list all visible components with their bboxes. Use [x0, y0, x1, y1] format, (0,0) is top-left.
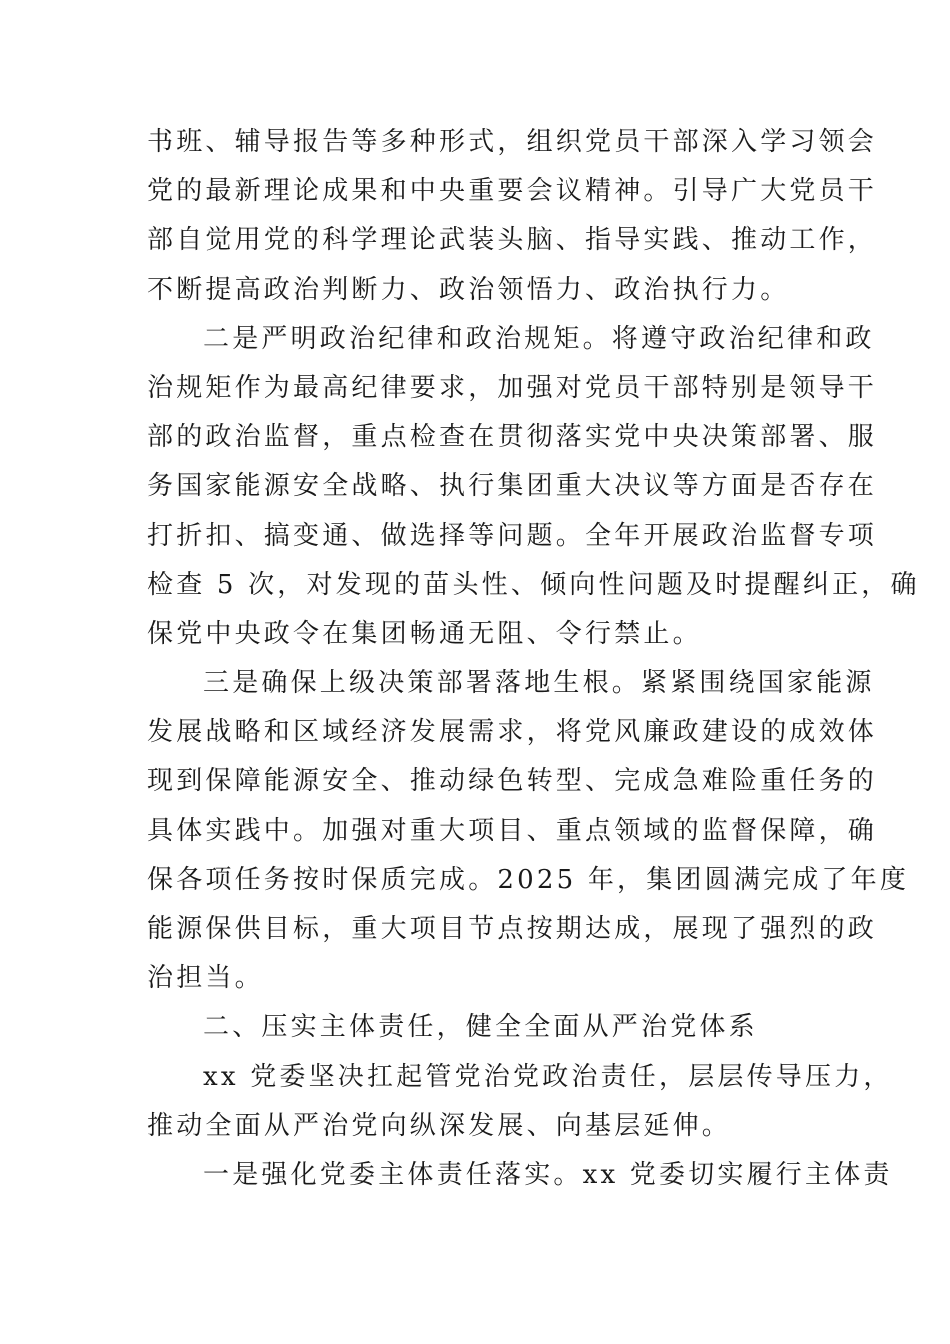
text-line: 务国家能源安全战略、执行集团重大决议等方面是否存在 — [147, 471, 878, 502]
text-line: 不断提高政治判断力、政治领悟力、政治执行力。 — [147, 274, 790, 305]
text-line: 二是严明政治纪律和政治规矩。将遵守政治纪律和政 — [203, 323, 875, 354]
text-line: 保各项任务按时保质完成。2025 年，集团圆满完成了年度 — [147, 864, 910, 895]
text-line: 保党中央政令在集团畅通无阻、令行禁止。 — [147, 618, 702, 649]
text-line: 部自觉用党的科学理论武装头脑、指导实践、推动工作， — [147, 225, 878, 256]
text-line: 能源保供目标，重大项目节点按期达成，展现了强烈的政 — [147, 914, 878, 944]
text-line: 治规矩作为最高纪律要求，加强对党员干部特别是领导干 — [147, 372, 878, 403]
text-line: 党的最新理论成果和中央重要会议精神。引导广大党员干 — [147, 176, 878, 207]
text-line: 推动全面从严治党向纵深发展、向基层延伸。 — [147, 1110, 732, 1141]
text-line: 检查 5 次，对发现的苗头性、倾向性问题及时提醒纠正，确 — [147, 569, 920, 600]
text-line: 发展战略和区域经济发展需求，将党风廉政建设的成效体 — [147, 717, 878, 748]
text-line: 一是强化党委主体责任落实。xx 党委切实履行主体责 — [203, 1159, 893, 1190]
text-line: 三是确保上级决策部署落地生根。紧紧围绕国家能源 — [203, 668, 875, 699]
text-line: 书班、辅导报告等多种形式，组织党员干部深入学习领会 — [147, 127, 878, 157]
text-line: 具体实践中。加强对重大项目、重点领域的监督保障，确 — [147, 815, 878, 846]
text-line: 打折扣、搞变通、做选择等问题。全年开展政治监督专项 — [147, 520, 878, 551]
text-line: 治担当。 — [147, 963, 264, 994]
text-line: 部的政治监督，重点检查在贯彻落实党中央决策部署、服 — [147, 422, 878, 453]
text-line: xx 党委坚决扛起管党治党政治责任，层层传导压力， — [203, 1061, 893, 1092]
text-line: 现到保障能源安全、推动绿色转型、完成急难险重任务的 — [147, 766, 878, 797]
body-text — [147, 118, 920, 1200]
text-line: 二、压实主体责任，健全全面从严治党体系 — [203, 1012, 758, 1043]
